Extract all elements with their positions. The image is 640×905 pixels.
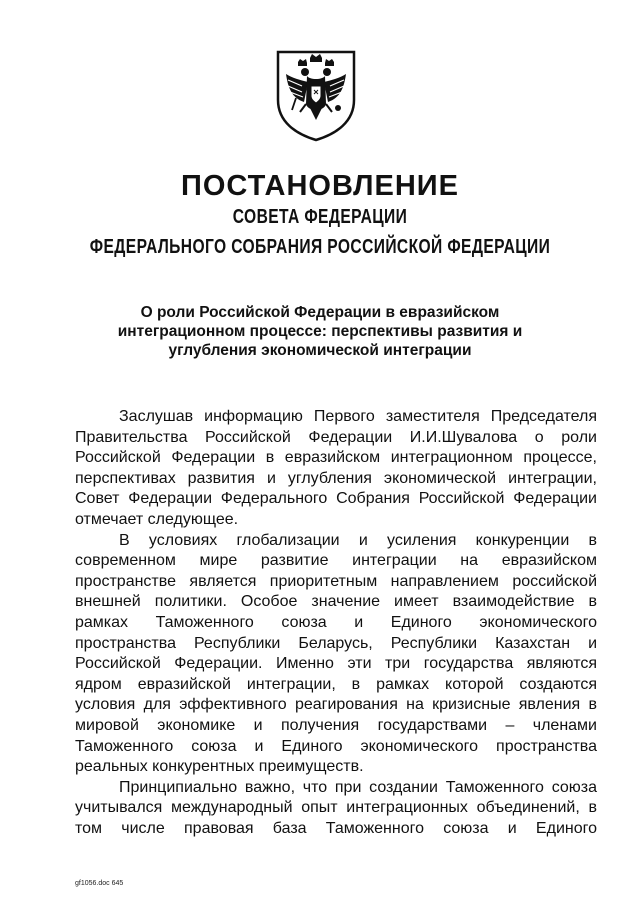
body-line: ядром евразийской интеграции, в рамках которой создаются: [75, 675, 597, 693]
russian-coat-of-arms-icon: [274, 48, 358, 142]
body-line: В условиях глобализации и усиления конкуренции в: [119, 531, 597, 549]
body-line: Правительства Российской Федерации И.И.Шувалова о роли: [75, 428, 597, 446]
body-line: реальных конкурентных преимуществ.: [75, 758, 364, 776]
document-issuer-line-2: ФЕДЕРАЛЬНОГО СОБРАНИЯ РОССИЙСКОЙ ФЕДЕРАЦИИ: [89, 236, 551, 258]
document-file-code: gf1056.doc 645: [75, 880, 124, 887]
body-line: Российской Федерации в евразийском интеграционном процессе,: [75, 449, 597, 467]
body-line: внешней политики. Особое значение имеет взаимодействие в: [75, 593, 597, 611]
body-line: том числе правовая база Таможенного союза и Единого: [75, 819, 597, 837]
body-line: отмечает следующее.: [75, 510, 239, 528]
body-line: Таможенного союза и Единого экономического пространства: [75, 737, 597, 755]
document-issuer-line-1: СОВЕТА ФЕДЕРАЦИИ: [232, 206, 408, 228]
body-line: учитывался международный опыт интеграционных объединений, в: [75, 799, 597, 817]
subject-line: интеграционном процессе: перспективы развития и: [117, 323, 523, 340]
subject-line: углубления экономической интеграции: [168, 342, 472, 359]
body-line: условия для эффективного реагирования на кризисные явления в: [75, 696, 597, 714]
body-line: рамках Таможенного союза и Единого экономического: [75, 613, 597, 631]
body-line: Заслушав информацию Первого заместителя Председателя: [119, 408, 597, 425]
body-line: Принципиально важно, что при создании Таможенного союза: [119, 778, 597, 796]
subject-line: О роли Российской Федерации в евразийском: [140, 304, 500, 321]
body-line: пространства Республики Беларусь, Республики Казахстан и: [75, 634, 597, 652]
document-title: ПОСТАНОВЛЕНИЕ: [181, 170, 459, 202]
document-body: [75, 407, 597, 839]
body-line: пространстве является приоритетным направлением российской: [75, 572, 597, 590]
body-line: Совет Федерации Федерального Собрания Российской Федерации: [75, 490, 597, 508]
body-line: современном мире развитие интеграции на евразийском: [75, 552, 597, 570]
document-subject: [0, 303, 640, 360]
body-line: мировой экономике и получения государствами – членами: [75, 716, 597, 734]
body-line: перспективах развития и углубления экономической интеграции,: [75, 469, 597, 487]
body-line: Российской Федерации. Именно эти три государства являются: [75, 655, 597, 673]
